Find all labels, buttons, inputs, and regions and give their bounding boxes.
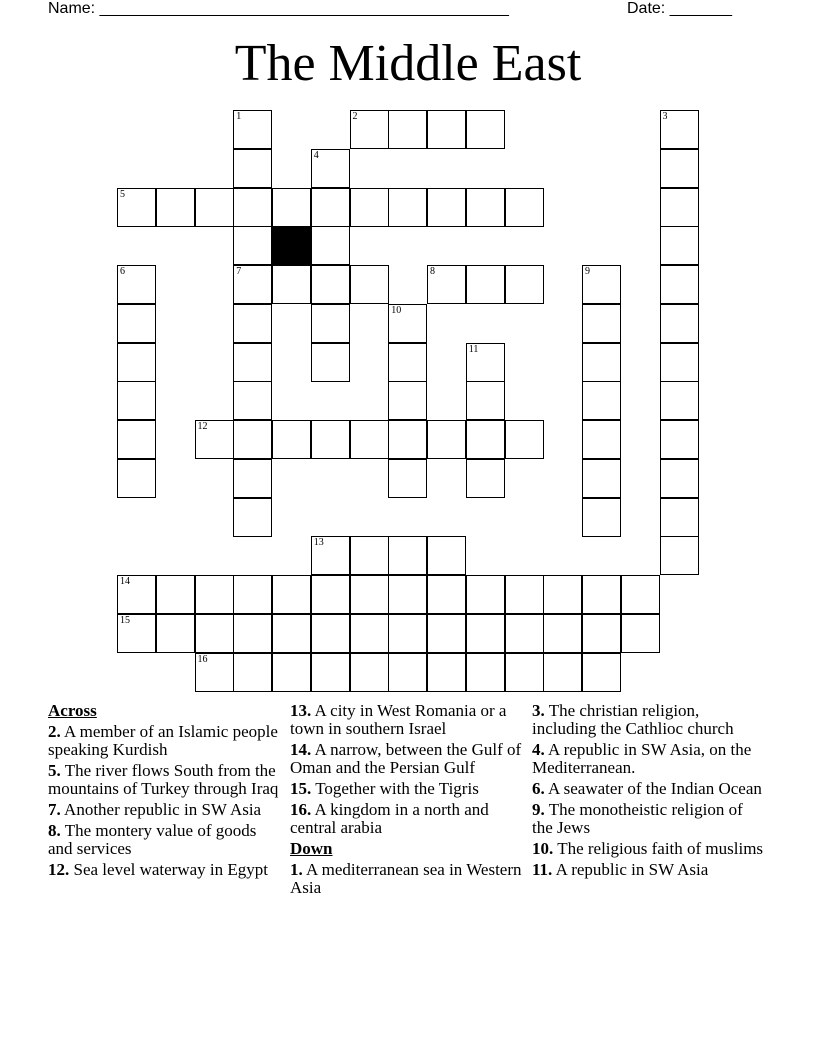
clue-item-number: 16. [290,800,312,819]
grid-cell[interactable] [388,614,427,653]
grid-cell[interactable] [388,304,427,343]
grid-cell[interactable] [388,459,427,498]
grid-cell[interactable] [117,614,156,653]
across-clue-list-continued [290,702,522,837]
grid-cell[interactable] [427,188,466,227]
grid-cell[interactable] [505,420,544,459]
grid-cell[interactable] [388,575,427,614]
grid-cell[interactable] [311,420,350,459]
grid-cell[interactable] [350,188,389,227]
grid-cell[interactable] [582,343,621,382]
clue-item [290,702,522,738]
grid-cell[interactable] [427,536,466,575]
clue-number: 6 [120,266,125,277]
clue-item-number: 13. [290,701,312,720]
grid-cell[interactable] [272,614,311,653]
grid-cell[interactable] [311,226,350,265]
date-field-label: Date: _______ [627,0,732,17]
grid-cell[interactable] [311,304,350,343]
grid-cell[interactable] [117,420,156,459]
grid-cell[interactable] [582,498,621,537]
grid-cell[interactable] [427,614,466,653]
grid-cell[interactable] [660,343,699,382]
clue-number: 5 [120,188,125,200]
grid-cell[interactable] [660,149,699,188]
grid-cell[interactable] [117,575,156,614]
grid-cell[interactable] [233,381,272,420]
grid-cell[interactable] [388,536,427,575]
clue-item-text: A city in West Romania or a town in southern Israel [290,701,507,738]
clue-item-number: 1. [290,860,303,879]
grid-cell[interactable] [233,149,272,188]
grid-cell[interactable] [233,498,272,537]
clue-item [532,702,764,738]
clue-item [48,861,280,879]
grid-cell[interactable] [233,459,272,498]
clue-item-text: A mediterranean sea in Western Asia [290,860,522,897]
grid-cell[interactable] [466,420,505,459]
clue-item-text: A republic in SW Asia, on the Mediterranean. [532,740,752,777]
clue-item-text: A kingdom in a north and central arabia [290,800,489,837]
clue-number: 10 [391,304,402,316]
grid-cell[interactable] [311,536,350,575]
grid-cell[interactable] [582,614,621,653]
grid-cell[interactable] [660,304,699,343]
clue-item-number: 11. [532,860,553,879]
clue-item-text: The monotheistic religion of the Jews [532,800,743,837]
clue-item-text: A seawater of the Indian Ocean [544,779,762,798]
across-clue-list [48,723,280,879]
clue-number: 8 [430,266,435,277]
grid-cell[interactable] [233,226,272,265]
clue-item [290,780,522,798]
grid-cell[interactable] [350,575,389,614]
clue-number: 11 [468,343,479,355]
grid-cell[interactable] [505,265,544,304]
grid-cell[interactable] [272,653,311,692]
grid-cell[interactable] [117,265,156,304]
grid-cell[interactable] [621,614,660,653]
grid-cell[interactable] [660,459,699,498]
clue-number: 12 [197,421,208,432]
clue-item [532,780,764,798]
down-heading: Down [290,839,333,858]
across-heading: Across [48,701,97,720]
grid-cell[interactable] [582,575,621,614]
grid-cell[interactable] [543,575,582,614]
grid-cell[interactable] [388,653,427,692]
grid-cell[interactable] [311,265,350,304]
clue-item-text: The montery value of goods and services [48,821,257,858]
grid-cell[interactable] [466,110,505,149]
clue-item-text: The river flows South from the mountains of Turkey through Iraq [48,761,279,798]
grid-cell[interactable] [505,653,544,692]
grid-cell[interactable] [350,110,389,149]
clue-item-number: 9. [532,800,545,819]
grid-cell[interactable] [272,575,311,614]
clue-number: 2 [352,111,358,122]
grid-cell[interactable] [272,188,311,227]
clue-item-number: 3. [532,701,545,720]
grid-cell[interactable] [427,110,466,149]
grid-cell[interactable] [582,381,621,420]
clue-item-text: The religious faith of muslims [553,839,764,858]
grid-cell[interactable] [272,265,311,304]
page-title: The Middle East [234,35,582,92]
clue-item-number: 6. [532,779,545,798]
grid-cell[interactable] [233,110,272,149]
grid-cell[interactable] [117,381,156,420]
grid-cell[interactable] [660,226,699,265]
grid-cell[interactable] [117,343,156,382]
grid-cell[interactable] [582,265,621,304]
grid-cell[interactable] [350,614,389,653]
grid-cell[interactable] [466,614,505,653]
clue-item [532,741,764,777]
grid-cell[interactable] [466,188,505,227]
grid-cell[interactable] [117,188,156,227]
grid-cell[interactable] [272,420,311,459]
clue-item-number: 12. [48,860,70,879]
grid-cell[interactable] [621,575,660,614]
clue-item-number: 8. [48,821,61,840]
grid-cell[interactable] [660,536,699,575]
clue-item-number: 15. [290,779,312,798]
clue-item [290,861,522,897]
clue-item-text: Sea level waterway in Egypt [69,860,268,879]
grid-cell[interactable] [156,188,195,227]
clue-item [532,801,764,837]
black-cell [272,226,311,265]
grid-cell[interactable] [195,653,234,692]
grid-cell[interactable] [233,265,272,304]
grid-cell[interactable] [427,420,466,459]
down-clue-list [290,861,522,897]
clue-item-text: Another republic in SW Asia [60,800,262,819]
grid-cell[interactable] [233,653,272,692]
grid-cell[interactable] [311,575,350,614]
grid-cell[interactable] [427,653,466,692]
grid-cell[interactable] [505,188,544,227]
grid-cell[interactable] [311,343,350,382]
grid-cell[interactable] [466,575,505,614]
clue-item [290,801,522,837]
grid-cell[interactable] [388,381,427,420]
clue-number: 13 [313,537,324,549]
clue-number: 14 [120,576,130,587]
grid-cell[interactable] [195,188,234,227]
grid-cell[interactable] [466,265,505,304]
grid-cell[interactable] [311,149,350,188]
name-field-label: Name: ______________________________________________ [48,0,509,17]
grid-cell[interactable] [156,614,195,653]
grid-cell[interactable] [388,188,427,227]
grid-cell[interactable] [233,614,272,653]
clue-item-number: 7. [48,800,61,819]
grid-cell[interactable] [233,420,272,459]
clue-item-text: A member of an Islamic people speaking Kurdish [48,722,278,759]
clue-item-number: 14. [290,740,312,759]
clue-item-number: 10. [532,839,554,858]
clue-item [532,861,764,879]
grid-cell[interactable] [466,459,505,498]
grid-cell[interactable] [117,459,156,498]
grid-cell[interactable] [660,188,699,227]
clue-item [290,741,522,777]
clue-item-text: A narrow, between the Gulf of Oman and the Persian Gulf [290,740,522,777]
grid-cell[interactable] [660,420,699,459]
grid-cell[interactable] [233,188,272,227]
clue-number: 1 [236,111,242,122]
grid-cell[interactable] [350,420,389,459]
clue-item-text: The christian religion, including the Cathlioc church [532,701,734,738]
clue-item [48,762,280,798]
clue-item [48,801,280,819]
clue-item-number: 5. [48,761,61,780]
grid-cell[interactable] [388,343,427,382]
clue-number: 16 [197,653,208,665]
clue-item-number: 2. [48,722,61,741]
grid-cell[interactable] [466,381,505,420]
clue-number: 9 [585,266,590,277]
clue-item-number: 4. [532,740,545,759]
grid-cell[interactable] [117,304,156,343]
grid-cell[interactable] [660,381,699,420]
grid-cell[interactable] [660,265,699,304]
grid-cell[interactable] [233,343,272,382]
clue-item [48,822,280,858]
grid-cell[interactable] [195,420,234,459]
grid-cell[interactable] [350,536,389,575]
grid-cell[interactable] [156,575,195,614]
down-clue-list-continued [532,702,764,879]
grid-cell[interactable] [582,459,621,498]
grid-cell[interactable] [195,614,234,653]
clues-column-1 [48,702,280,882]
grid-cell[interactable] [466,343,505,382]
grid-cell[interactable] [388,420,427,459]
grid-cell[interactable] [582,304,621,343]
clue-item-text: A republic in SW Asia [552,860,709,879]
clue-number: 4 [313,149,319,161]
grid-cell[interactable] [505,614,544,653]
grid-cell[interactable] [582,420,621,459]
grid-cell[interactable] [543,614,582,653]
grid-cell[interactable] [427,265,466,304]
grid-cell[interactable] [543,653,582,692]
grid-cell[interactable] [505,575,544,614]
grid-cell[interactable] [233,304,272,343]
clue-number: 15 [120,614,130,626]
clue-item [48,723,280,759]
grid-cell[interactable] [388,110,427,149]
grid-cell[interactable] [311,188,350,227]
grid-cell[interactable] [466,653,505,692]
grid-cell[interactable] [350,653,389,692]
grid-cell[interactable] [233,575,272,614]
grid-cell[interactable] [427,575,466,614]
clues-column-2 [290,702,522,900]
grid-cell[interactable] [311,614,350,653]
grid-cell[interactable] [311,653,350,692]
grid-cell[interactable] [350,265,389,304]
grid-cell[interactable] [660,498,699,537]
clue-item-text: Together with the Tigris [311,779,479,798]
grid-cell[interactable] [660,110,699,149]
grid-cell[interactable] [582,653,621,692]
clue-item [532,840,764,858]
clues-column-3 [532,702,764,882]
grid-cell[interactable] [195,575,234,614]
clue-number: 7 [236,266,242,277]
clue-number: 3 [662,111,668,122]
